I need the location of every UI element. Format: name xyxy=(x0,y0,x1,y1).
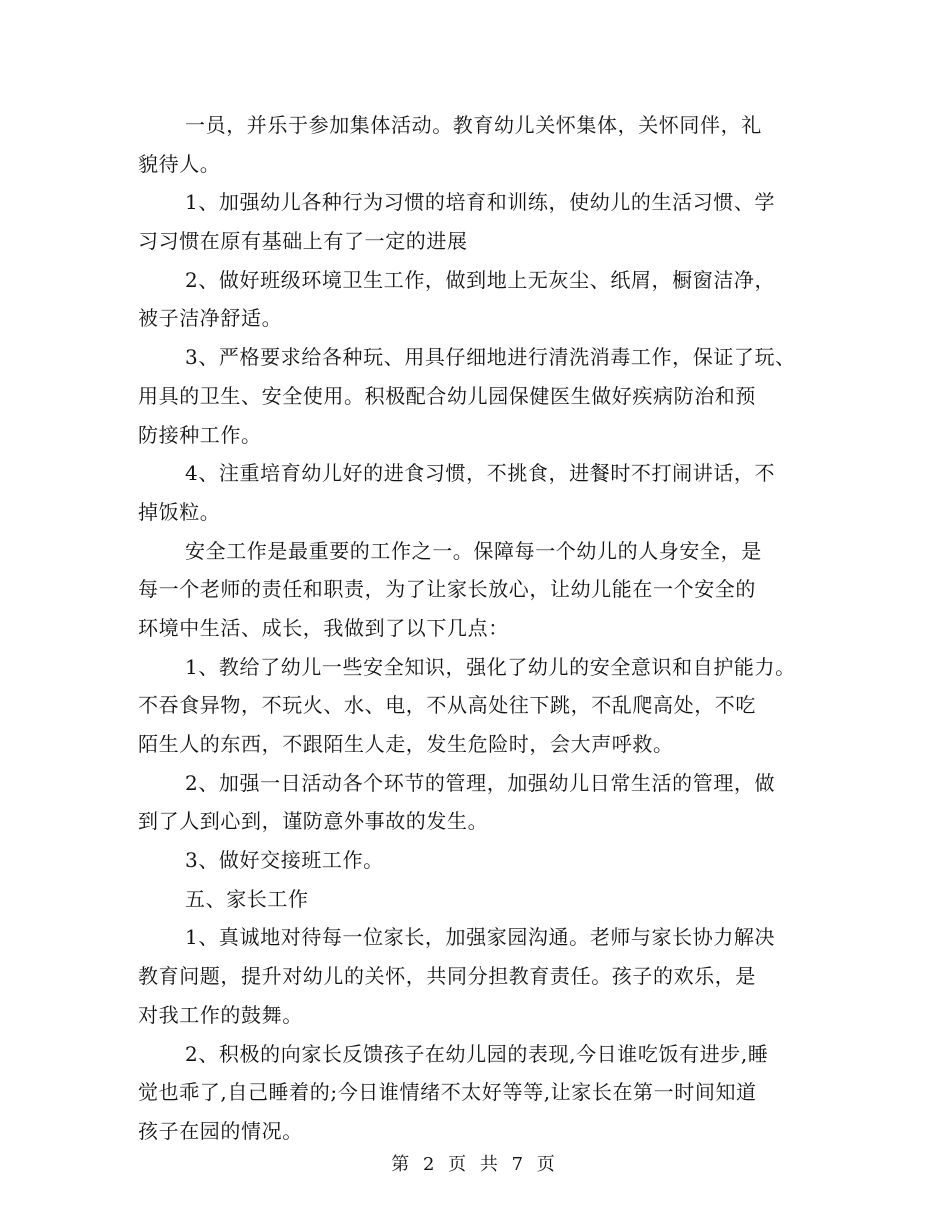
text-line: 2、加强一日活动各个环节的管理，加强幼儿日常生活的管理，做 xyxy=(185,770,776,795)
text-line: 对我工作的鼓舞。 xyxy=(138,1002,303,1027)
text-line: 防接种工作。 xyxy=(138,422,262,447)
text-line: 安全工作是最重要的工作之一。保障每一个幼儿的人身安全，是 xyxy=(185,538,762,563)
text-line: 一员，并乐于参加集体活动。教育幼儿关怀集体，关怀同伴，礼 xyxy=(185,113,762,137)
text-line: 3、做好交接班工作。 xyxy=(185,848,384,873)
text-line: 觉也乖了,自己睡着的;今日谁情绪不太好等等,让家长在第一时间知道 xyxy=(138,1080,757,1105)
text-line: 用具的卫生、安全使用。积极配合幼儿园保健医生做好疾病防治和预 xyxy=(138,383,756,408)
text-line: 2、积极的向家长反馈孩子在幼儿园的表现,今日谁吃饭有进步,睡 xyxy=(185,1041,769,1066)
text-line: 4、注重培育幼儿好的进食习惯，不挑食，进餐时不打闹讲话，不 xyxy=(185,461,776,486)
text-line: 不吞食异物，不玩火、水、电，不从高处往下跳，不乱爬高处，不吃 xyxy=(138,693,756,718)
text-line: 1、真诚地对待每一位家长，加强家园沟通。老师与家长协力解决 xyxy=(185,925,776,950)
text-line: 孩子在园的情况。 xyxy=(138,1118,303,1143)
text-line: 习习惯在原有基础上有了一定的进展 xyxy=(138,229,468,254)
document-body xyxy=(138,106,818,1151)
text-line: 2、做好班级环境卫生工作，做到地上无灰尘、纸屑，橱窗洁净， xyxy=(185,267,776,292)
text-line: 陌生人的东西，不跟陌生人走，发生危险时，会大声呼救。 xyxy=(138,732,674,756)
text-line: 1、加强幼儿各种行为习惯的培育和训练，使幼儿的生活习惯、学 xyxy=(185,190,776,215)
text-line: 环境中生活、成长，我做到了以下几点： xyxy=(138,615,509,640)
text-line: 貌待人。 xyxy=(138,151,221,176)
text-line: 掉饭粒。 xyxy=(138,499,221,524)
text-line: 被子洁净舒适。 xyxy=(138,306,283,331)
text-line: 1、教给了幼儿一些安全知识，强化了幼儿的安全意识和自护能力。 xyxy=(185,654,796,679)
text-line: 教育问题，提升对幼儿的关怀，共同分担教育责任。孩子的欢乐，是 xyxy=(138,964,756,989)
page-number-footer: 第 2 页 共 7 页 xyxy=(391,1154,559,1175)
text-line: 五、家长工作 xyxy=(185,886,309,911)
text-line: 3、严格要求给各种玩、用具仔细地进行清洗消毒工作，保证了玩、 xyxy=(185,345,796,370)
text-line: 每一个老师的责任和职责，为了让家长放心，让幼儿能在一个安全的 xyxy=(138,577,756,602)
text-line: 到了人到心到，谨防意外事故的发生。 xyxy=(138,809,489,834)
